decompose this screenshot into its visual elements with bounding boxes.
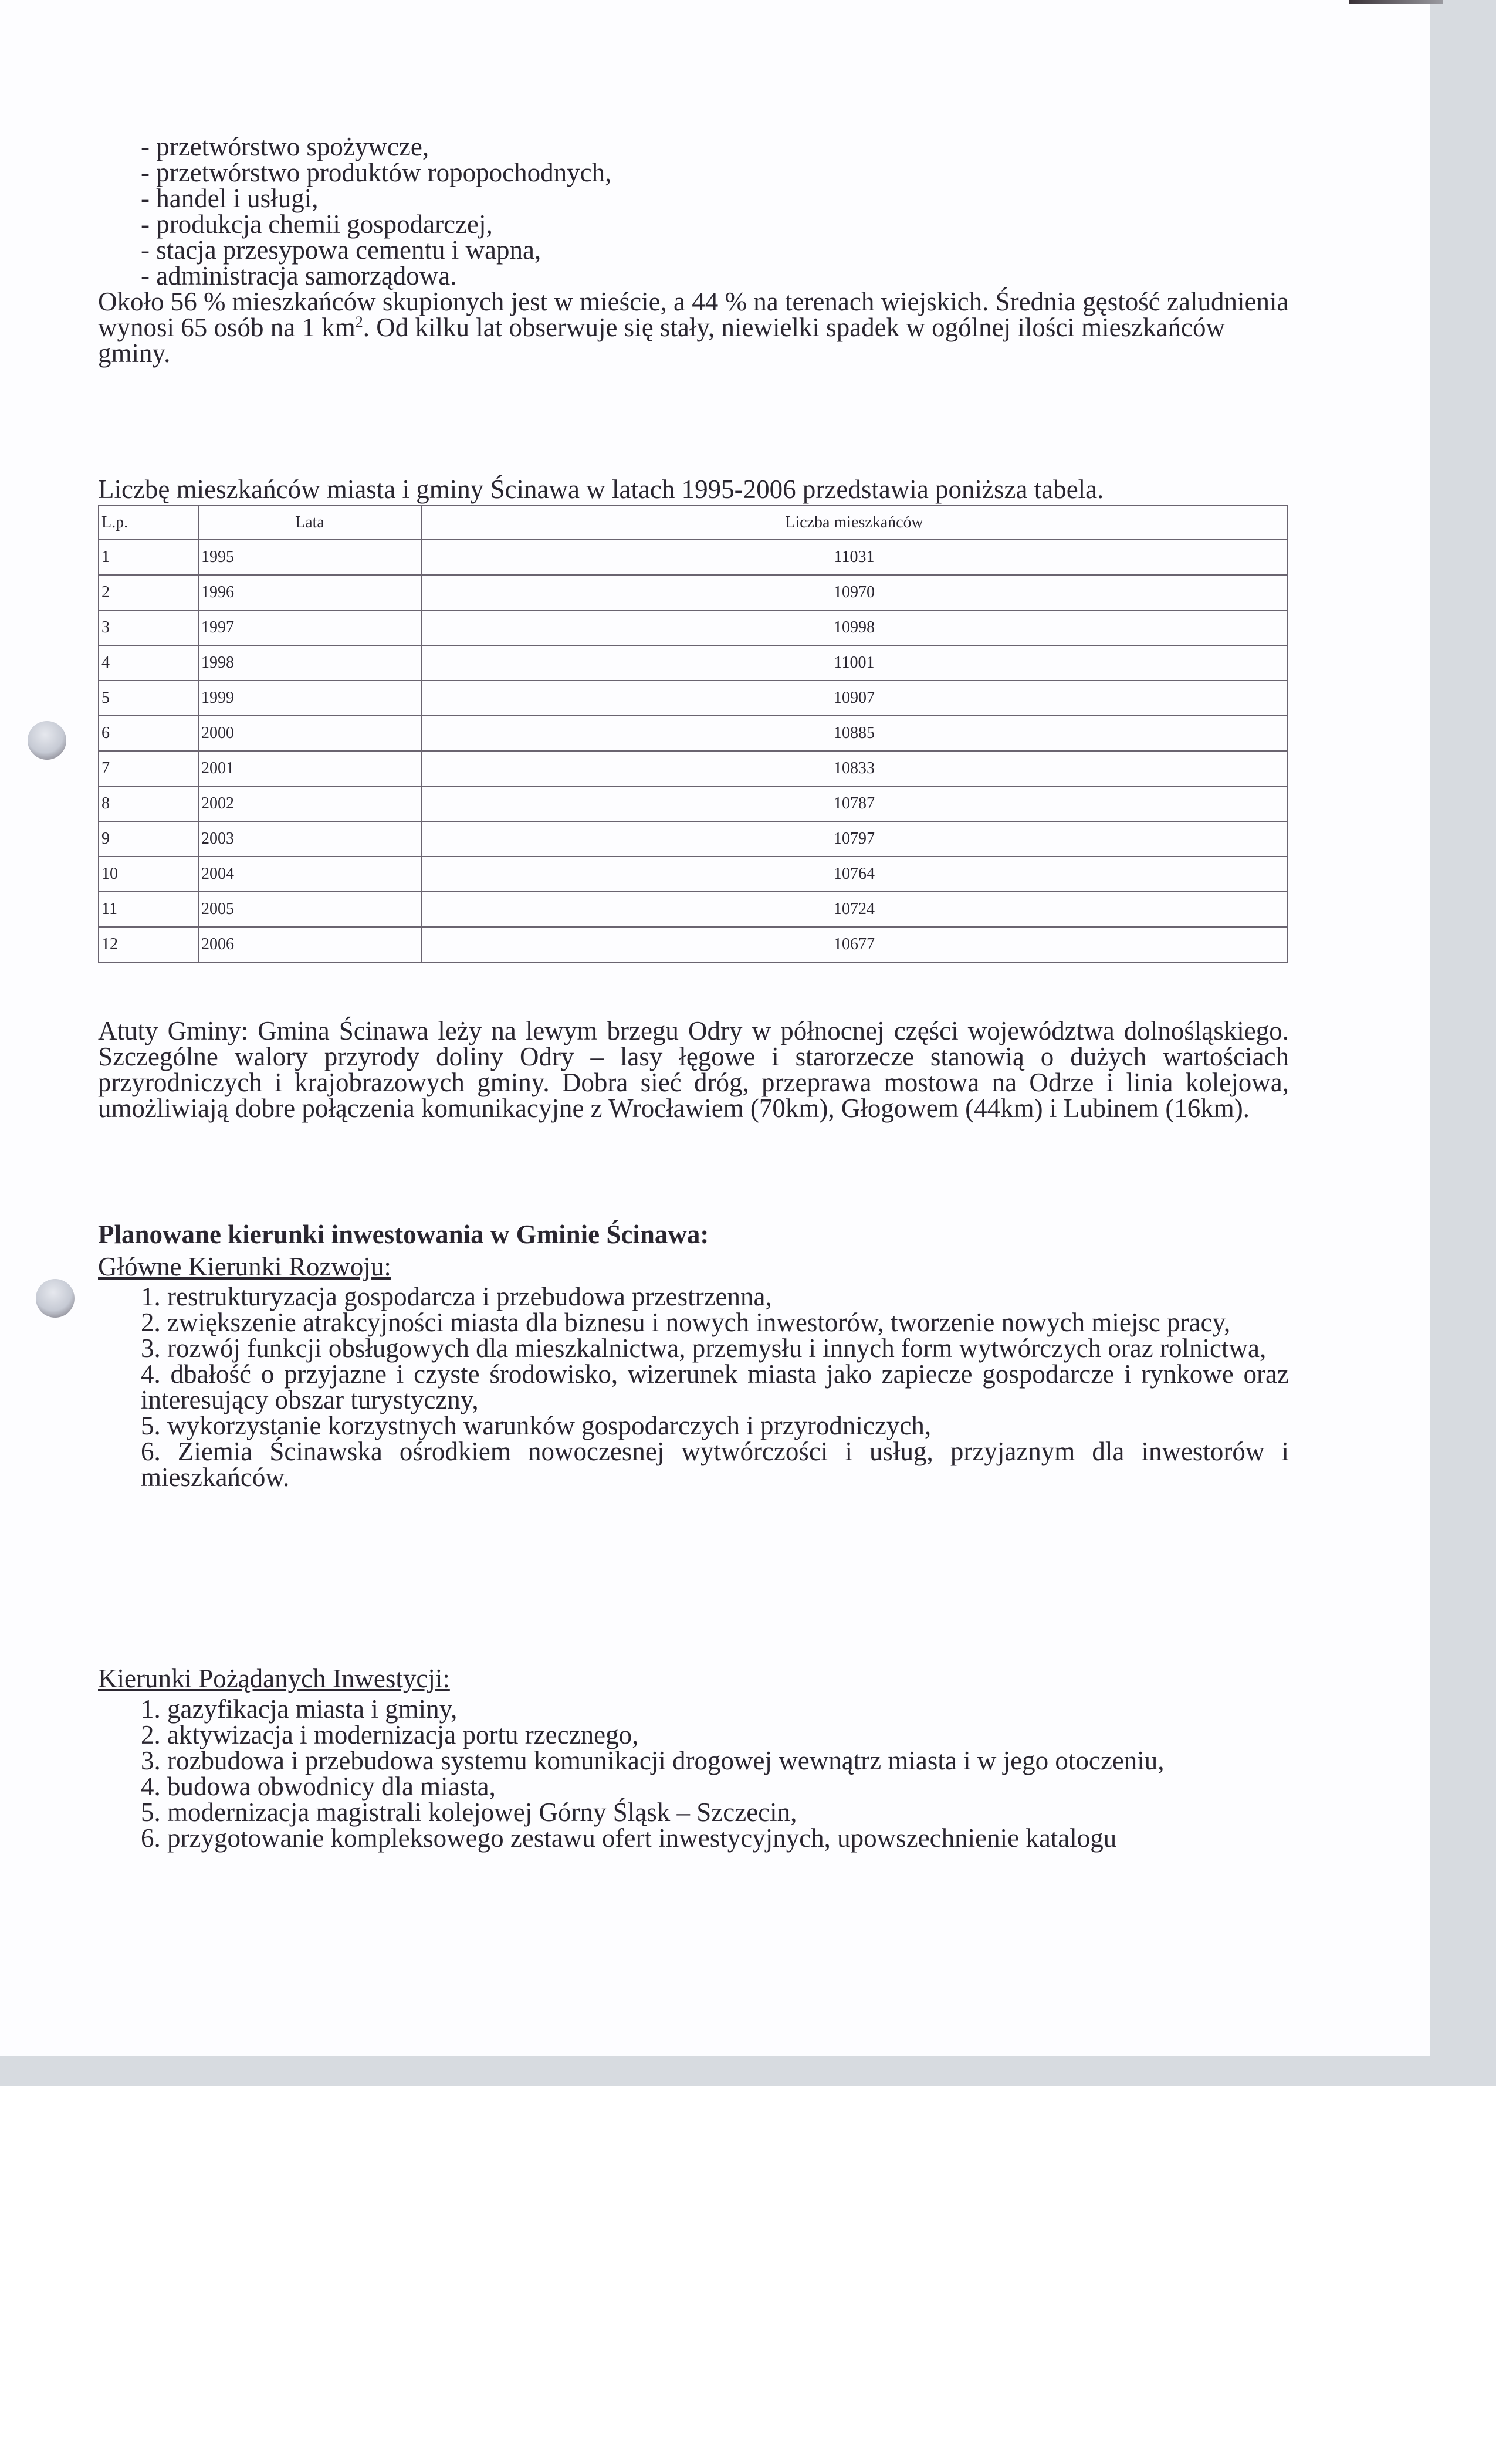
table-row bbox=[99, 645, 1287, 681]
cell-lp: 3 bbox=[99, 610, 198, 645]
cell-population: 10797 bbox=[421, 821, 1287, 857]
list-item: 6. przygotowanie kompleksowego zestawu ofert inwestycyjnych, upowszechnienie katalogu bbox=[141, 1823, 1117, 1853]
table-row bbox=[99, 892, 1287, 927]
header-lp: L.p. bbox=[99, 506, 198, 540]
cell-lp: 4 bbox=[99, 645, 198, 681]
industry-bullet-list bbox=[141, 134, 611, 289]
table-row bbox=[99, 575, 1287, 610]
list-item: 3. rozwój funkcji obsługowych dla mieszkalnictwa, przemysłu i innych form wytwórczych oraz rolnictwa, bbox=[141, 1333, 1267, 1363]
header-population: Liczba mieszkańców bbox=[421, 506, 1287, 540]
cell-population: 11001 bbox=[421, 645, 1287, 681]
cell-lp: 1 bbox=[99, 540, 198, 575]
scanner-background-right bbox=[1430, 0, 1496, 2086]
cell-year: 2004 bbox=[198, 857, 421, 892]
cell-year: 2003 bbox=[198, 821, 421, 857]
cell-lp: 9 bbox=[99, 821, 198, 857]
list-item: 1. gazyfikacja miasta i gminy, bbox=[141, 1694, 458, 1724]
cell-population: 10885 bbox=[421, 716, 1287, 751]
bullet-item: - handel i usługi, bbox=[141, 184, 319, 213]
cell-year: 2000 bbox=[198, 716, 421, 751]
cell-population: 11031 bbox=[421, 540, 1287, 575]
bullet-item: - przetwórstwo produktów ropopochodnych, bbox=[141, 158, 612, 187]
table-row bbox=[99, 927, 1287, 962]
table-row bbox=[99, 681, 1287, 716]
cell-population: 10724 bbox=[421, 892, 1287, 927]
population-paragraph bbox=[98, 289, 1289, 366]
cell-year: 2006 bbox=[198, 927, 421, 962]
punch-hole-icon bbox=[28, 721, 66, 760]
population-text-cont: . Od kilku lat obserwuje się stały, niewielki spadek w ogólnej ilości mieszkańców gminy. bbox=[98, 313, 1226, 368]
cell-population: 10998 bbox=[421, 610, 1287, 645]
list-item: 2. aktywizacja i modernizacja portu rzecznego, bbox=[141, 1720, 639, 1749]
table-row bbox=[99, 857, 1287, 892]
investment-heading: Planowane kierunki inwestowania w Gminie Ścinawa: bbox=[98, 1220, 709, 1249]
cell-year: 2001 bbox=[198, 751, 421, 786]
cell-population: 10970 bbox=[421, 575, 1287, 610]
list-item: 5. wykorzystanie korzystnych warunków gospodarczych i przyrodniczych, bbox=[141, 1411, 932, 1440]
list-item: 4. budowa obwodnicy dla miasta, bbox=[141, 1772, 496, 1801]
cell-lp: 2 bbox=[99, 575, 198, 610]
desired-investments-list bbox=[141, 1696, 1289, 1851]
cell-year: 1998 bbox=[198, 645, 421, 681]
punch-hole-icon bbox=[36, 1279, 75, 1318]
cell-lp: 8 bbox=[99, 786, 198, 821]
cell-lp: 12 bbox=[99, 927, 198, 962]
atuty-paragraph: Atuty Gminy: Gmina Ścinawa leży na lewym brzegu Odry w północnej części województwa dolnośląskiego. Szczególne walory przyrody doliny Odry – lasy łęgowe i starorzecze stanowią o dużych wartościach przyrodniczych i krajobrazowych gminy. Dobra sieć dróg, przeprawa mostowa na Odrze i linia kolejowa, umożliwiają dobre połączenia komunikacyjne z Wrocławiem (70km), Głogowem (44km) i Lubinem (16km). bbox=[98, 1016, 1289, 1123]
cell-lp: 6 bbox=[99, 716, 198, 751]
table-row bbox=[99, 540, 1287, 575]
table-row bbox=[99, 821, 1287, 857]
list-item: 3. rozbudowa i przebudowa systemu komunikacji drogowej wewnątrz miasta i w jego otoczeniu, bbox=[141, 1746, 1165, 1775]
population-text: Około 56 % mieszkańców skupionych jest w mieście, a 44 % na terenach wiejskich. Średnia gęstość zaludnienia wynosi 65 osób na 1 km bbox=[98, 287, 1289, 342]
cell-year: 1996 bbox=[198, 575, 421, 610]
cell-year: 2002 bbox=[198, 786, 421, 821]
cell-lp: 5 bbox=[99, 681, 198, 716]
bullet-item: - przetwórstwo spożywcze, bbox=[141, 132, 429, 161]
cell-lp: 11 bbox=[99, 892, 198, 927]
superscript: 2 bbox=[355, 313, 363, 330]
main-directions-list bbox=[141, 1284, 1289, 1490]
table-row bbox=[99, 786, 1287, 821]
population-table bbox=[98, 505, 1288, 963]
cell-year: 1999 bbox=[198, 681, 421, 716]
cell-year: 1997 bbox=[198, 610, 421, 645]
cell-lp: 7 bbox=[99, 751, 198, 786]
list-item: 4. dbałość o przyjazne i czyste środowisko, wizerunek miasta jako zapiecze gospodarcze i rynkowe oraz interesujący obszar turystyczny, bbox=[141, 1359, 1289, 1414]
cell-population: 10787 bbox=[421, 786, 1287, 821]
cell-population: 10764 bbox=[421, 857, 1287, 892]
bullet-item: - stacja przesypowa cementu i wapna, bbox=[141, 235, 541, 265]
list-item: 6. Ziemia Ścinawska ośrodkiem nowoczesnej wytwórczości i usług, przyjaznym dla inwestorów i mieszkańców. bbox=[141, 1437, 1289, 1492]
cell-year: 2005 bbox=[198, 892, 421, 927]
table-row bbox=[99, 610, 1287, 645]
bullet-item: - administracja samorządowa. bbox=[141, 261, 457, 290]
list-item: 5. modernizacja magistrali kolejowej Górny Śląsk – Szczecin, bbox=[141, 1798, 797, 1827]
cell-population: 10833 bbox=[421, 751, 1287, 786]
header-years: Lata bbox=[198, 506, 421, 540]
table-row bbox=[99, 751, 1287, 786]
table-row bbox=[99, 716, 1287, 751]
scanner-background-bottom bbox=[0, 2056, 1496, 2086]
cell-year: 1995 bbox=[198, 540, 421, 575]
cell-population: 10677 bbox=[421, 927, 1287, 962]
list-item: 2. zwiększenie atrakcyjności miasta dla biznesu i nowych inwestorów, tworzenie nowych miejsc pracy, bbox=[141, 1308, 1231, 1337]
desired-investments-title: Kierunki Pożądanych Inwestycji: bbox=[98, 1664, 450, 1693]
list-item: 1. restrukturyzacja gospodarcza i przebudowa przestrzenna, bbox=[141, 1282, 772, 1311]
cell-lp: 10 bbox=[99, 857, 198, 892]
page-edge-shadow bbox=[1349, 0, 1443, 4]
table-intro: Liczbę mieszkańców miasta i gminy Ścinawa w latach 1995-2006 przedstawia poniższa tabela. bbox=[98, 475, 1104, 504]
cell-population: 10907 bbox=[421, 681, 1287, 716]
main-directions-title: Główne Kierunki Rozwoju: bbox=[98, 1252, 391, 1281]
table-header-row bbox=[99, 506, 1287, 540]
bullet-item: - produkcja chemii gospodarczej, bbox=[141, 209, 493, 239]
